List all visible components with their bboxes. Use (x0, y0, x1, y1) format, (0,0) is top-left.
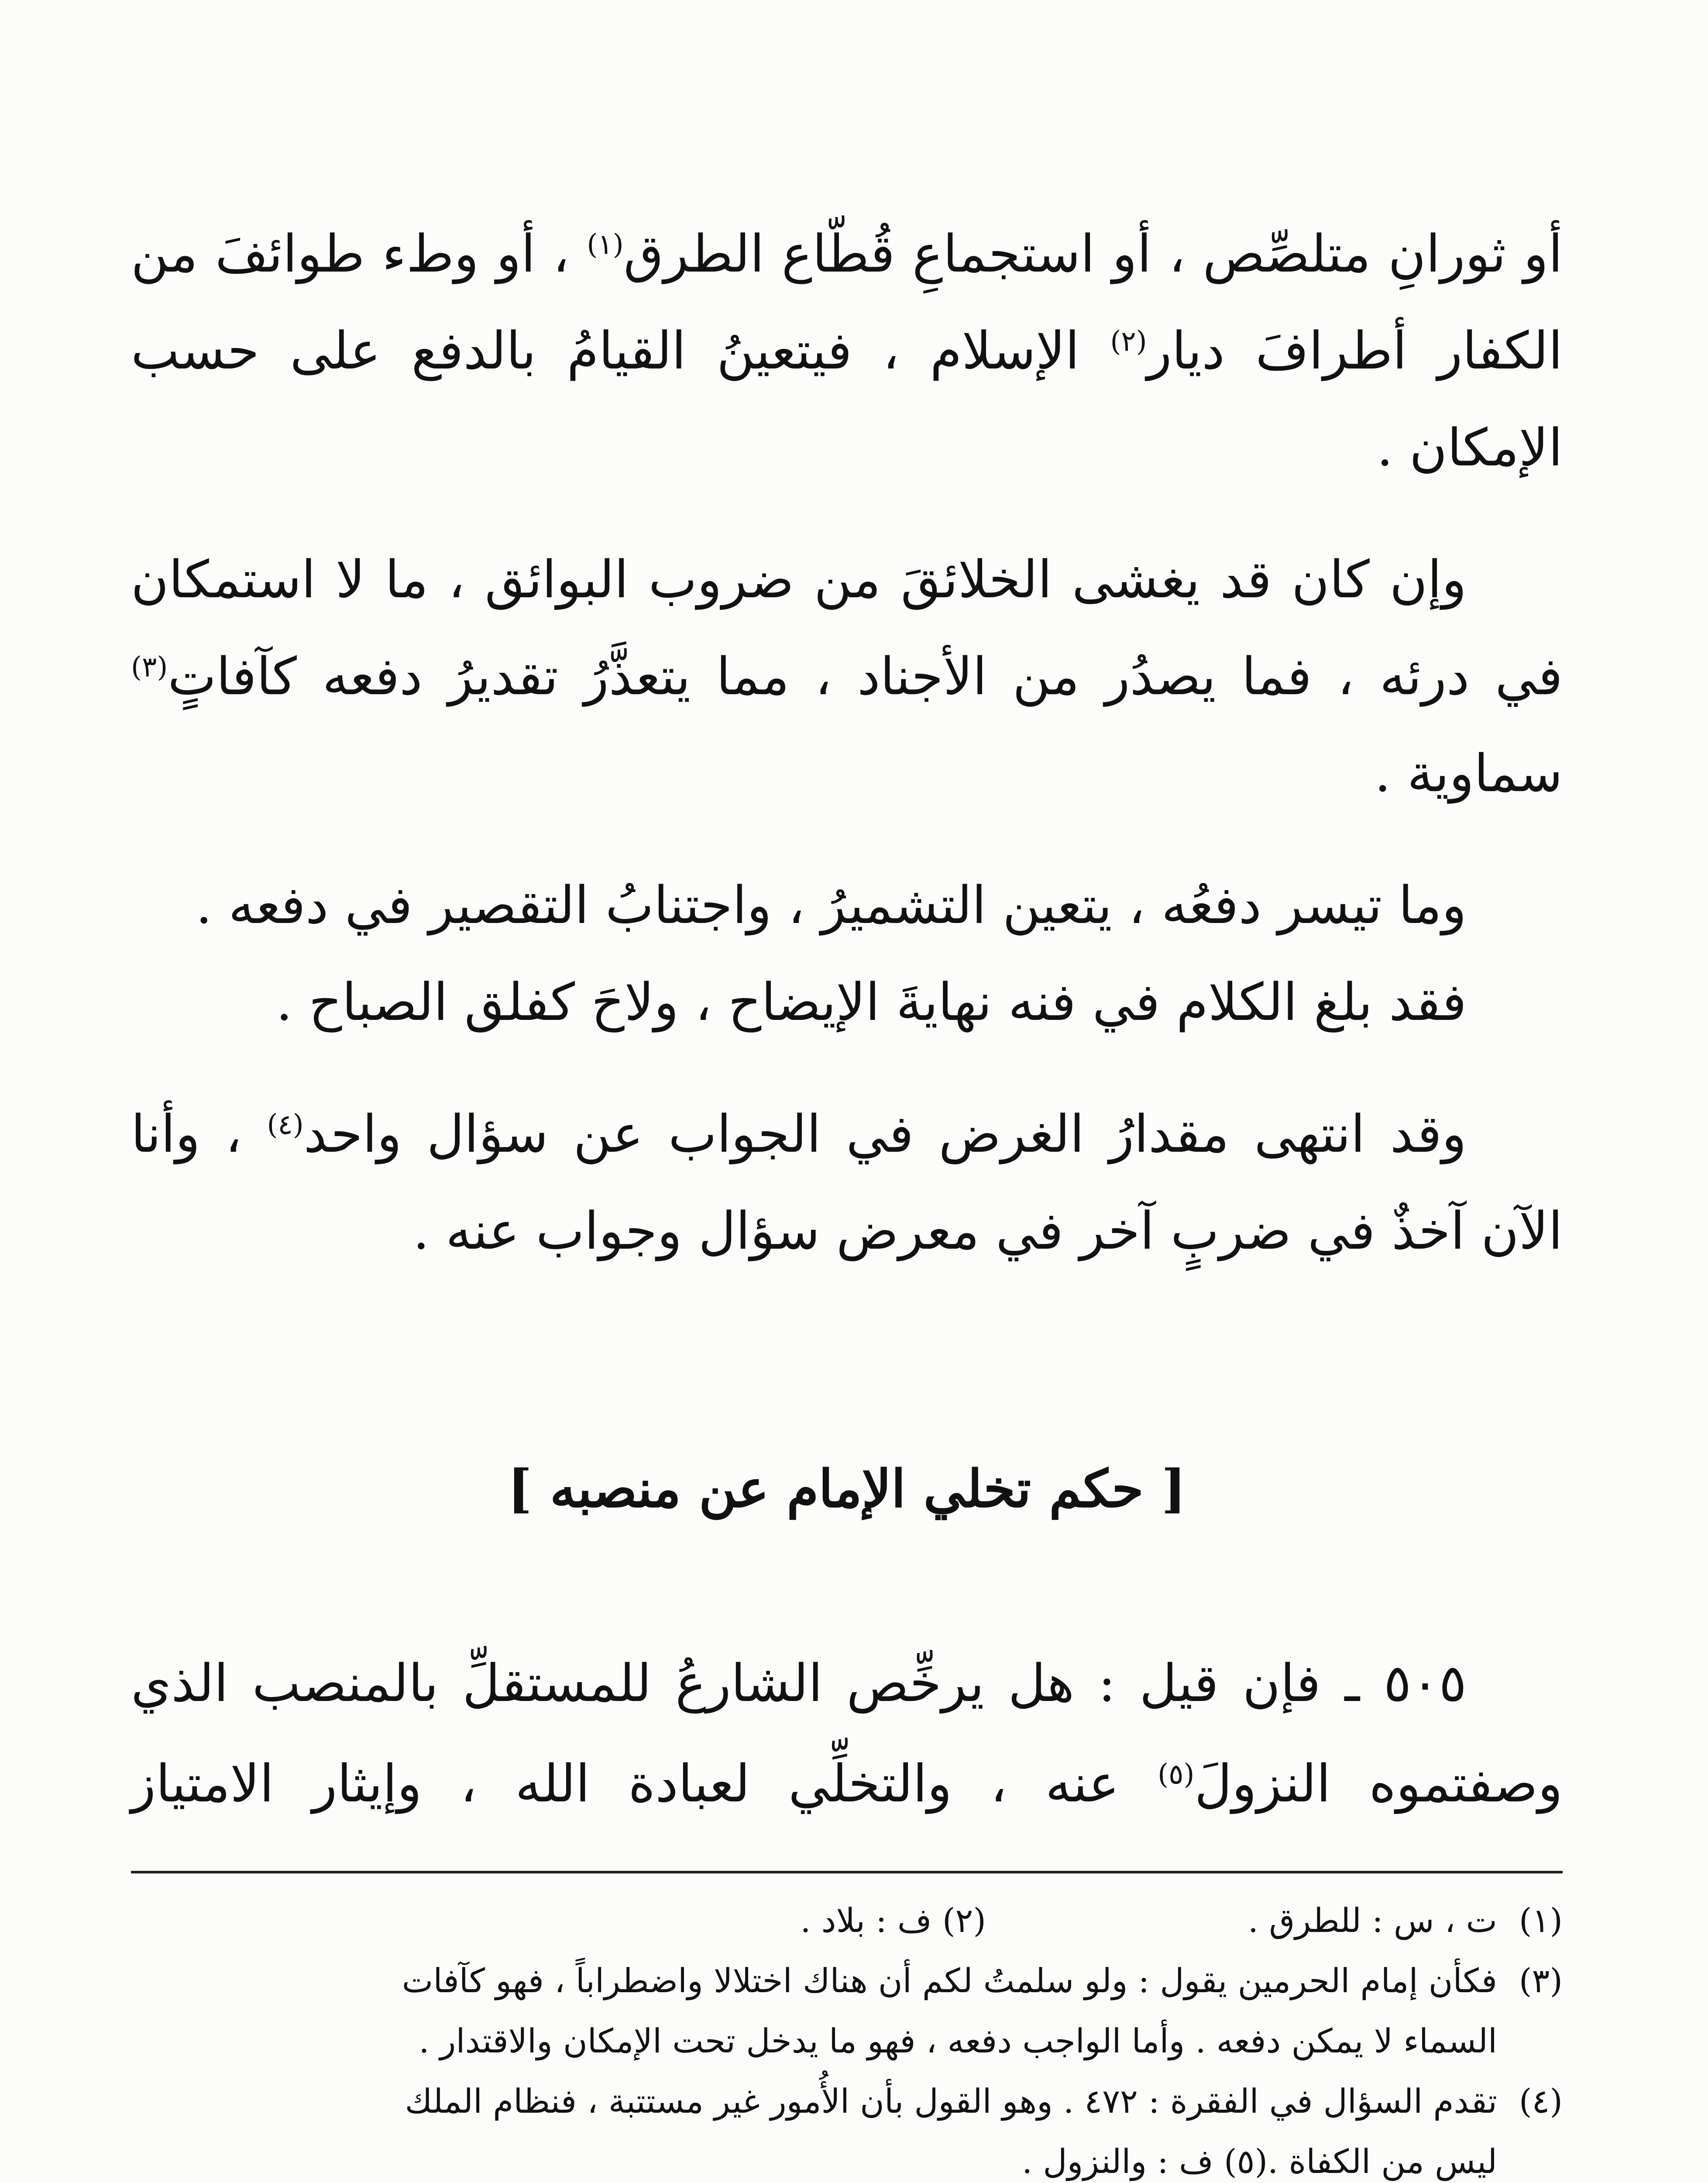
footnote-4 (113, 2071, 1563, 2131)
text-segment: وقد انتهى مقدارُ الغرض في الجواب عن سؤال واحد (303, 1104, 1467, 1164)
footnote-number: (٣) (1519, 1961, 1563, 2000)
footnote-3 (113, 1951, 1563, 2011)
main-text (131, 205, 1563, 1314)
paragraph-5 (131, 1085, 1563, 1279)
footnote-ref-1: (١) (587, 228, 624, 261)
footnote-text: ف : بلاد . (800, 1901, 932, 1940)
text-segment: أو ثورانِ متلصِّص ، أو استجماعِ قُطّاع الطرق (623, 224, 1563, 284)
footnote-number: (١) (1519, 1901, 1563, 1940)
footnote-ref-2: (٢) (1110, 325, 1147, 358)
footnote-row-1-2 (113, 1890, 1563, 1951)
section-heading: [ حكم تخلي الإمام عن منصبه ] (508, 1458, 1186, 1519)
text-segment: ، أو وطء طوائفَ من الكفار أطرافَ ديار (131, 224, 1563, 381)
section-text (131, 1633, 1563, 1834)
paragraph-4: فقد بلغ الكلام في فنه نهايةَ الإيضاح ، ولاحَ كفلق الصباح . (276, 972, 1467, 1032)
text-segment: سماوية . (1374, 743, 1563, 803)
paragraph-505 (131, 1633, 1563, 1834)
footnote-number: (٤) (1519, 2082, 1563, 2121)
footnote-3-continued: السماء لا يمكن دفعه . وأما الواجب دفعه ، فهو ما يدخل تحت الإمكان والاقتدار . (419, 2021, 1497, 2060)
footnote-divider (131, 1871, 1563, 1873)
footnote-ref-3: (٣) (131, 651, 168, 684)
footnote-text: ت ، س : للطرق . (1248, 1901, 1497, 1940)
paragraph-1 (131, 205, 1563, 496)
footnote-text: ف : والنزول . (1022, 2142, 1213, 2181)
paragraph-2 (131, 531, 1563, 822)
footnote-ref-4: (٤) (267, 1109, 304, 1141)
footnote-text: فكأن إمام الحرمين يقول : ولو سلمتُ لكم أن هناك اختلالا واضطراباً ، فهو كآفات (402, 1961, 1497, 2000)
footnote-row-4-5 (113, 2131, 1497, 2183)
footnote-ref-5: (٥) (1158, 1758, 1195, 1791)
footnote-text: تقدم السؤال في الفقرة : ٤٧٢ . وهو القول بأن الأُمور غير مستتبة ، فنظام الملك (405, 2082, 1497, 2121)
footnote-number: (٢) (942, 1901, 986, 1940)
text-segment: ، وأنا الآن آخذٌ في ضربٍ آخر في معرض سؤال وجواب عنه . (131, 1104, 1563, 1261)
text-segment: وإن كان قد يغشى الخلائقَ من ضروب البوائق ، ما لا استمكان في درئه ، فما يصدُر من الأجناد ، مما يتعذَّرُ تقديرُ دفعه كآفاتٍ (131, 549, 1563, 706)
footnotes (113, 1890, 1563, 2183)
text-segment: الإسلام ، فيتعينُ القيامُ بالدفع على حسب الإمكان . (131, 320, 1563, 478)
footnote-number: (٥) (1224, 2142, 1268, 2181)
text-segment: عنه ، والتخلِّي لعبادة الله ، وإيثار الامتياز (131, 1753, 1158, 1814)
paragraph-3: وما تيسر دفعُه ، يتعين التشميرُ ، واجتنابُ التقصير في دفعه . (196, 875, 1467, 935)
text-segment: ٥٠٥ ـ فإن قيل : هل يرخِّص الشارعُ للمستقلِّ بالمنصب الذي وصفتموه النزولَ (131, 1653, 1563, 1814)
footnote-text: ليس من الكفاة . (1268, 2142, 1497, 2181)
